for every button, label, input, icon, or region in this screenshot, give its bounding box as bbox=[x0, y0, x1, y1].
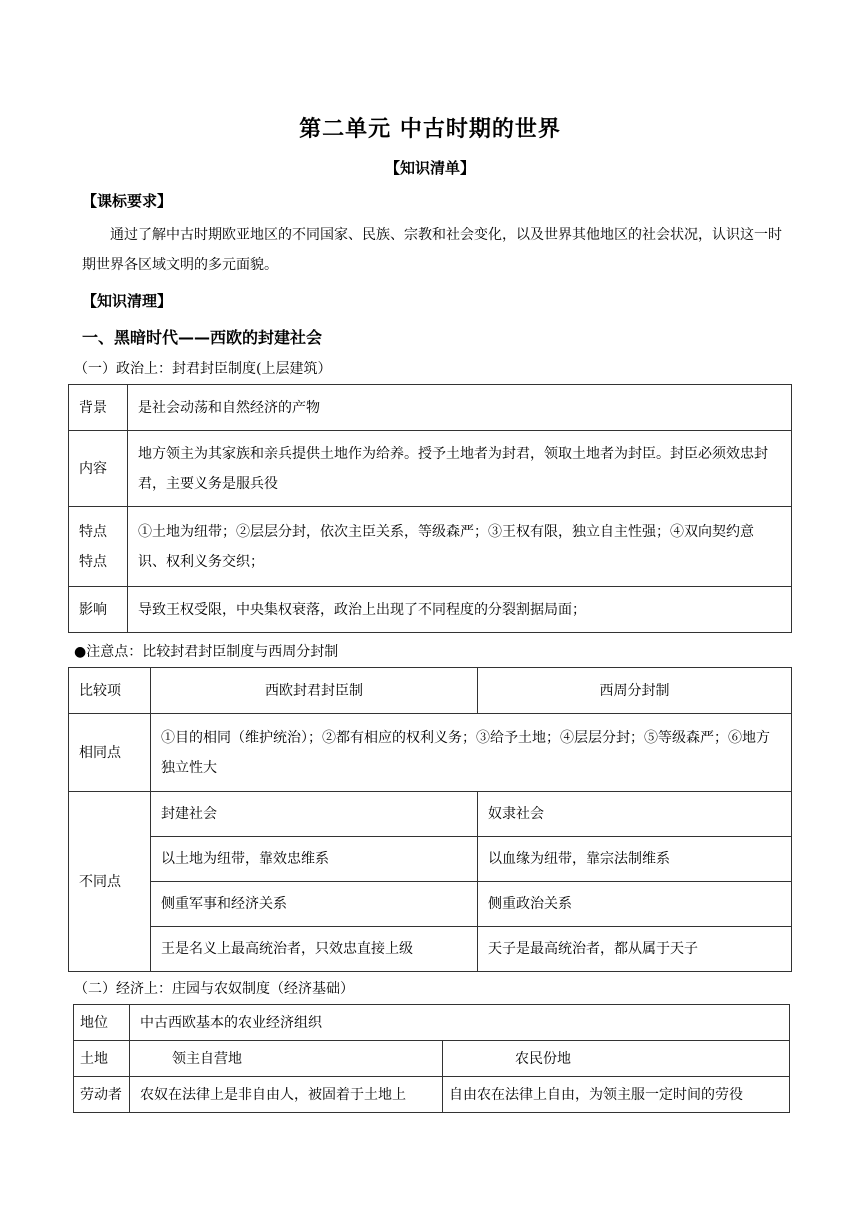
table-row bbox=[69, 714, 792, 792]
table-row bbox=[69, 837, 792, 882]
table-row bbox=[69, 882, 792, 927]
table-row bbox=[74, 1077, 790, 1113]
diff-cell: 奴隶社会 bbox=[478, 792, 792, 837]
section1-heading: 一、黑暗时代——西欧的封建社会 bbox=[82, 328, 323, 347]
labor-cell: 农奴在法律上是非自由人，被固着于土地上 bbox=[130, 1077, 443, 1113]
diff-cell: 天子是最高统治者，都从属于天子 bbox=[478, 927, 792, 972]
row-label: 内容 bbox=[69, 431, 128, 507]
row-label-line: 特点 bbox=[79, 553, 107, 570]
row-label-line: 特点 bbox=[79, 523, 107, 540]
diff-cell: 侧重军事和经济关系 bbox=[151, 882, 478, 927]
table-header-row bbox=[69, 668, 792, 714]
row-content: 地方领主为其家族和亲兵提供土地作为给养。授予土地者为封君，领取土地者为封臣。封臣必须效忠封君，主要义务是服兵役 bbox=[128, 431, 792, 507]
row-label: 劳动者 bbox=[74, 1077, 130, 1113]
feudal-system-table bbox=[68, 384, 792, 633]
header-cell: 西周分封制 bbox=[478, 668, 792, 714]
table-row bbox=[69, 507, 792, 587]
sub2-heading: （二）经济上：庄园与农奴制度（经济基础） bbox=[74, 981, 354, 997]
row-content: 导致王权受限，中央集权衰落，政治上出现了不同程度的分裂割据局面； bbox=[128, 587, 792, 633]
page-subtitle: 【知识清单】 bbox=[384, 159, 475, 177]
diff-cell: 侧重政治关系 bbox=[478, 882, 792, 927]
page-title: 第二单元 中古时期的世界 bbox=[299, 117, 561, 142]
note-heading: ●注意点：比较封君封臣制度与西周分封制 bbox=[74, 644, 339, 660]
same-label: 相同点 bbox=[69, 714, 151, 792]
diff-cell: 封建社会 bbox=[151, 792, 478, 837]
manor-table bbox=[73, 1004, 790, 1113]
standards-text: 通过了解中古时期欧亚地区的不同国家、民族、宗教和社会变化，以及世界其他地区的社会状况，认识这一时期世界各区域文明的多元面貌。 bbox=[82, 227, 782, 273]
sub1-heading: （一）政治上：封君封臣制度(上层建筑） bbox=[74, 361, 332, 377]
standards-heading: 【课标要求】 bbox=[82, 192, 173, 210]
diff-label: 不同点 bbox=[69, 792, 151, 972]
table-row bbox=[74, 1041, 790, 1077]
row-label: 影响 bbox=[69, 587, 128, 633]
land-cell: 农民份地 bbox=[443, 1041, 790, 1077]
table-row bbox=[69, 431, 792, 507]
row-label: 背景 bbox=[69, 385, 128, 431]
row-label: 土地 bbox=[74, 1041, 130, 1077]
row-content: 是社会动荡和自然经济的产物 bbox=[128, 385, 792, 431]
diff-cell: 以土地为纽带，靠效忠维系 bbox=[151, 837, 478, 882]
land-cell: 领主自营地 bbox=[130, 1041, 443, 1077]
row-label: 地位 bbox=[74, 1005, 130, 1041]
table-row bbox=[69, 385, 792, 431]
review-heading: 【知识清理】 bbox=[82, 292, 173, 310]
header-cell: 西欧封君封臣制 bbox=[151, 668, 478, 714]
table-row bbox=[69, 927, 792, 972]
header-cell: 比较项 bbox=[69, 668, 151, 714]
diff-cell: 王是名义上最高统治者，只效忠直接上级 bbox=[151, 927, 478, 972]
diff-cell: 以血缘为纽带，靠宗法制维系 bbox=[478, 837, 792, 882]
row-content: 中古西欧基本的农业经济组织 bbox=[130, 1005, 790, 1041]
comparison-table bbox=[68, 667, 792, 972]
labor-cell: 自由农在法律上自由，为领主服一定时间的劳役 bbox=[443, 1077, 790, 1113]
table-row bbox=[69, 587, 792, 633]
table-row bbox=[69, 792, 792, 837]
row-content: ①土地为纽带；②层层分封，依次主臣关系，等级森严；③王权有限，独立自主性强；④双向契约意识、权利义务交织； bbox=[128, 507, 792, 587]
row-label bbox=[69, 507, 128, 587]
table-row bbox=[74, 1005, 790, 1041]
same-content: ①目的相同（维护统治）；②都有相应的权利义务；③给予土地；④层层分封；⑤等级森严；⑥地方独立性大 bbox=[151, 714, 792, 792]
